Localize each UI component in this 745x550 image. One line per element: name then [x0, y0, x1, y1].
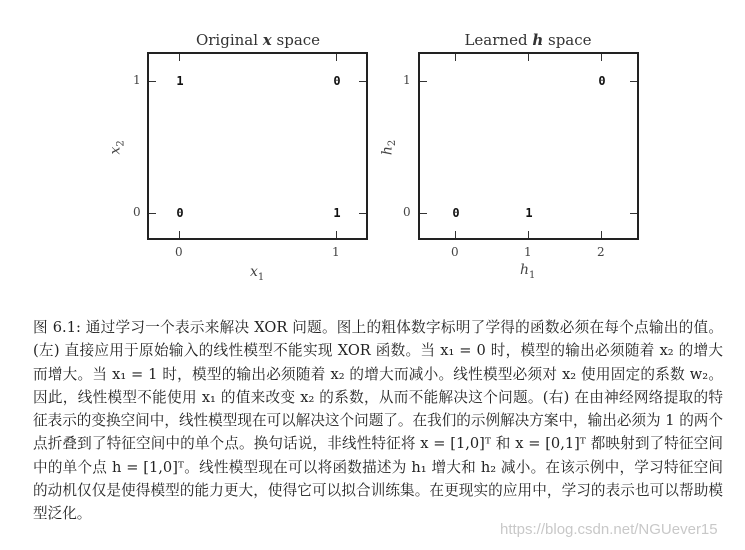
right-plot-title: Learned h space [464, 31, 592, 49]
left-xlabel: $x_1$ [250, 264, 265, 283]
left-ytick-left-0 [149, 213, 156, 214]
right-xtick-bottom-0 [455, 231, 456, 238]
left-xtick-label: 0 [175, 245, 183, 259]
right-xlabel: $h_1$ [520, 262, 536, 281]
left-xtick-bottom-1 [336, 231, 337, 238]
left-xtick-top-1 [336, 54, 337, 61]
right-ytick-left-0 [420, 213, 427, 214]
right-ytick-right-1 [630, 81, 637, 82]
left-xtick-bottom-0 [179, 231, 180, 238]
right-ytick-label: 1 [403, 73, 411, 87]
right-xtick-bottom-2 [601, 231, 602, 238]
right-ytick-left-1 [420, 81, 427, 82]
data-point-label: 1 [525, 206, 533, 220]
right-xtick-label: 2 [597, 245, 605, 259]
data-point-label: 1 [176, 74, 184, 88]
data-point-label: 0 [452, 206, 460, 220]
data-point-label: 0 [598, 74, 606, 88]
right-ylabel: $h_2$ [379, 139, 399, 156]
watermark: https://blog.csdn.net/NGUever15 [500, 521, 718, 538]
right-ytick-right-0 [630, 213, 637, 214]
figure-caption: 图 6.1: 通过学习一个表示来解决 XOR 问题。图上的粗体数字标明了学得的函数必须在每个点输出的值。(左) 直接应用于原始输入的线性模型不能实现 XOR 函数。当 x₁ = 0 时，模型的输出必须随着 x₂ 的增大而增大。当 x₁ = 1 时，模型的输出必须随着 x₂ 的增大而减小。线性模型必须对 x₂ 使用固定的系数 w₂。因此，线性模型不能使用 x₁ 的值来改变 x₂ 的系数，从而不能解决这个问题。(右) 在由神经网络提取的特征表示的变换空间中，线性模型现在可以解决这个问题了。在我们的示例解决方案中，输出必须为 1 的两个点折叠到了特征空间中的单个点。换句话说，非线性特征将 x = [1,0]ᵀ 和 x = [0,1]ᵀ 都映射到了特征空间中的单个点 h = [1,0]ᵀ。线性模型现在可以将函数描述为 h₁ 增大和 h₂ 减小。在该示例中，学习特征空间的动机仅仅是使得模型的能力更大，使得它可以拟合训练集。在更现实的应用中，学习的表示也可以帮助模型泛化。 [33, 319, 723, 523]
right-xtick-label: 1 [524, 245, 532, 259]
left-xtick-label: 1 [332, 245, 340, 259]
data-point-label: 0 [333, 74, 341, 88]
right-xtick-top-1 [528, 54, 529, 61]
left-ytick-label: 0 [133, 205, 141, 219]
left-plot-title: Original x space [195, 31, 321, 49]
data-point-label: 0 [176, 206, 184, 220]
left-ytick-right-1 [359, 81, 366, 82]
left-ytick-left-1 [149, 81, 156, 82]
right-xtick-label: 0 [451, 245, 459, 259]
right-ytick-label: 0 [403, 205, 411, 219]
data-point-label: 1 [333, 206, 341, 220]
left-ytick-right-0 [359, 213, 366, 214]
left-ylabel: $x_2$ [107, 140, 127, 155]
left-ytick-label: 1 [133, 73, 141, 87]
right-xtick-bottom-1 [528, 231, 529, 238]
right-xtick-top-0 [455, 54, 456, 61]
left-xtick-top-0 [179, 54, 180, 61]
right-xtick-top-2 [601, 54, 602, 61]
